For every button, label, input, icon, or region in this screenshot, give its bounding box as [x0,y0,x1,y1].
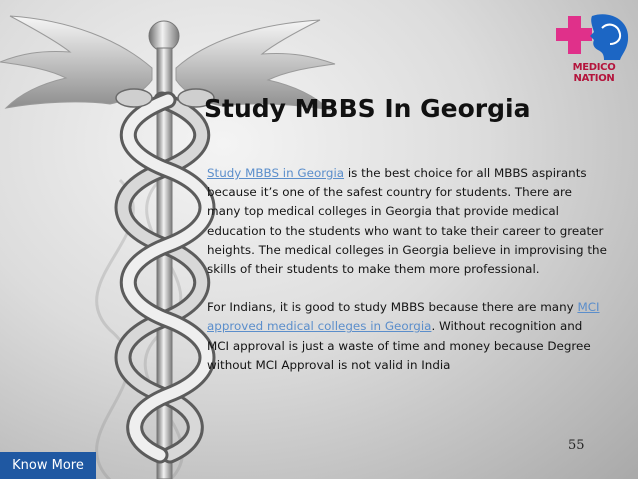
logo-text: MEDICO NATION [572,62,616,84]
page-number: 55 [568,438,585,453]
slide-body [207,164,607,375]
mci-colleges-link[interactable]: MCI approved medical colleges in Georgia [207,300,600,334]
paragraph-2-text-before: For Indians, it is good to study MBBS because there are many [207,300,578,315]
slide-title: Study MBBS In Georgia [204,94,531,123]
study-mbbs-link[interactable]: Study MBBS in Georgia [207,166,345,180]
paragraph-1-text: is the best choice for all MBBS aspirants because it’s one of the safest country for students. There are many top medical colleges in Georgia that provide medical education to the students who want to take their career to greater heights. The medical colleges in Georgia believe in improvising the skills of their students to make them more professional. [207,166,607,277]
know-more-button[interactable]: Know More [0,452,96,479]
paragraph-2 [207,298,607,375]
paragraph-1 [207,164,607,279]
paragraph-2-text-after: . Without recognition and MCI approval is just a waste of time and money because Degree without MCI Approval is not valid in India [207,319,591,372]
